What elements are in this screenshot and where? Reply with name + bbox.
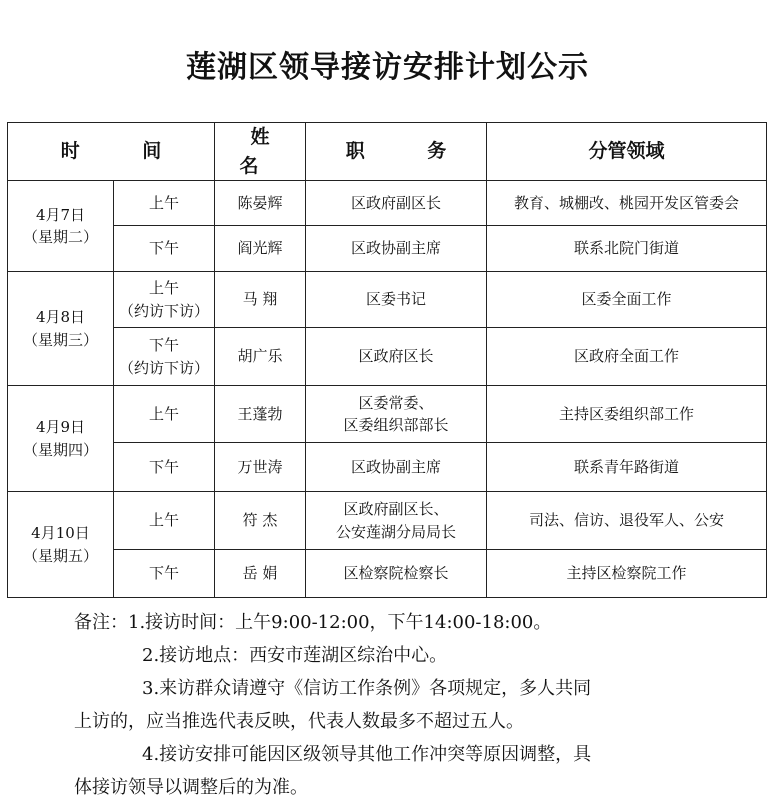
leader-name-cell: 阎光辉 (215, 226, 306, 272)
date-cell (8, 181, 114, 272)
table-row (8, 443, 767, 492)
area-cell: 联系北院门街道 (487, 226, 767, 272)
note-4-line-1: 4.接访安排可能因区级领导其他工作冲突等原因调整，具 (142, 744, 592, 765)
table-row (8, 386, 767, 443)
header-position: 职 务 (306, 123, 487, 181)
date-text: 4月9日 (35, 418, 86, 436)
table-row (8, 181, 767, 226)
period-cell: 上午 (114, 386, 215, 443)
period-cell: 上午 (114, 492, 215, 550)
leader-name-cell: 岳 娟 (215, 550, 306, 598)
area-cell: 区政府全面工作 (487, 328, 767, 386)
area-cell: 主持区委组织部工作 (487, 386, 767, 443)
header-time: 时 间 (8, 123, 215, 181)
schedule-table (7, 122, 767, 598)
note-4-line-2: 体接访领导以调整后的为准。 (74, 777, 308, 798)
area-cell: 司法、信访、退役军人、公安 (487, 492, 767, 550)
period-note: （约访下访） (118, 301, 209, 320)
period-cell: 下午 (114, 226, 215, 272)
leader-name-cell: 马 翔 (215, 272, 306, 328)
period-cell: 下午 (114, 550, 215, 598)
position-cell: 区委书记 (306, 272, 487, 328)
date-cell (8, 272, 114, 386)
weekday-text: （星期四） (22, 440, 98, 459)
table-row (8, 492, 767, 550)
position-cell: 区政府区长 (306, 328, 487, 386)
notes-section (74, 606, 714, 804)
leader-name-cell: 万世涛 (215, 443, 306, 492)
position-cell: 区检察院检察长 (306, 550, 487, 598)
date-text: 4月8日 (35, 308, 86, 326)
header-area: 分管领域 (487, 123, 767, 181)
position-cell: 区政协副主席 (306, 226, 487, 272)
table-row (8, 272, 767, 328)
header-name: 姓 名 (215, 123, 306, 181)
note-3-line-2: 上访的，应当推选代表反映，代表人数最多不超过五人。 (74, 711, 524, 732)
period-cell: 下午 （约访下访） (114, 328, 215, 386)
area-cell: 区委全面工作 (487, 272, 767, 328)
weekday-text: （星期三） (22, 330, 98, 349)
area-cell: 联系青年路街道 (487, 443, 767, 492)
position-cell: 区政府副区长、 公安莲湖分局局长 (306, 492, 487, 550)
area-cell: 主持区检察院工作 (487, 550, 767, 598)
area-cell: 教育、城棚改、桃园开发区管委会 (487, 181, 767, 226)
position-cell: 区政府副区长 (306, 181, 487, 226)
date-text: 4月7日 (35, 205, 86, 224)
note-2: 2.接访地点：西安市莲湖区综治中心。 (142, 645, 448, 666)
weekday-text: （星期二） (22, 228, 98, 246)
note-3-line-1: 3.来访群众请遵守《信访工作条例》各项规定，多人共同 (142, 678, 592, 699)
date-text: 4月10日 (31, 524, 90, 542)
page-title: 莲湖区领导接访安排计划公示 (186, 50, 589, 85)
leader-name-cell: 王蓬勃 (215, 386, 306, 443)
table-header-row (8, 123, 767, 181)
table-row (8, 226, 767, 272)
leader-name-cell: 符 杰 (215, 492, 306, 550)
position-cell: 区政协副主席 (306, 443, 487, 492)
table-row (8, 550, 767, 598)
date-cell (8, 492, 114, 598)
date-cell (8, 386, 114, 492)
position-cell: 区委常委、 区委组织部部长 (306, 386, 487, 443)
period-cell: 上午 (114, 181, 215, 226)
period-cell: 下午 (114, 443, 215, 492)
note-1: 备注：1.接访时间：上午9:00-12:00，下午14:00-18:00。 (74, 612, 552, 633)
leader-name-cell: 胡广乐 (215, 328, 306, 386)
period-note: （约访下访） (118, 358, 209, 377)
leader-name-cell: 陈晏辉 (215, 181, 306, 226)
period-cell: 上午 （约访下访） (114, 272, 215, 328)
weekday-text: （星期五） (22, 546, 98, 565)
table-row (8, 328, 767, 386)
